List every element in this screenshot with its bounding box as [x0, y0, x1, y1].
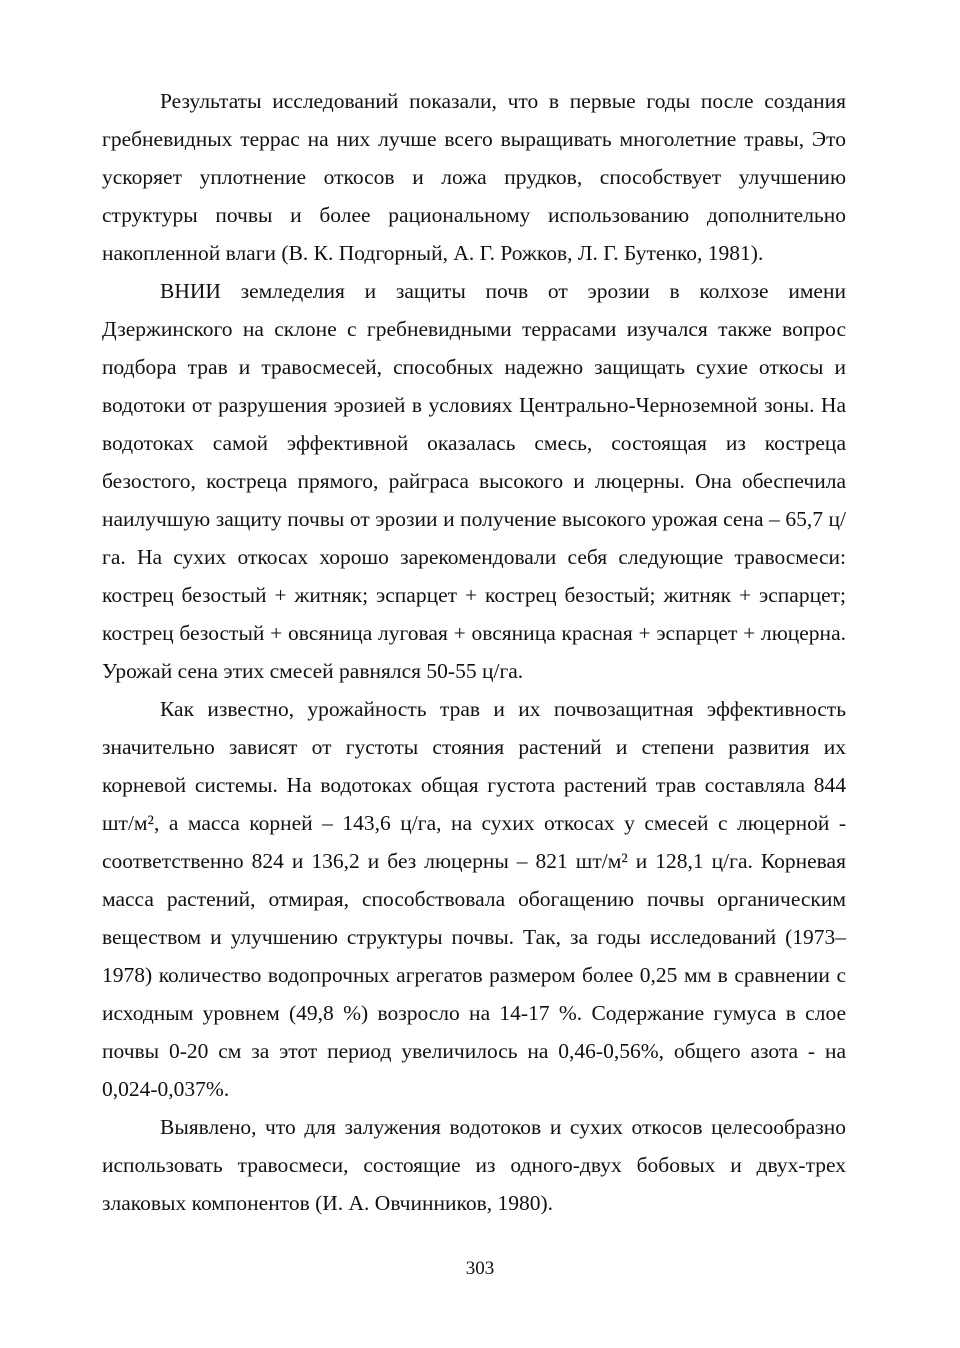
- body-text: [102, 82, 846, 1222]
- paragraph-1: Результаты исследований показали, что в первые годы после создания гребневидных террас на них лучше всего выращивать многолетние травы, Это ускоряет уплотнение откосов и ложа прудков, способствует улучшению структуры почвы и более рациональному использованию дополнительно накопленной влаги (В. К. Подгорный, А. Г. Рожков, Л. Г. Бутенко, 1981).: [102, 89, 846, 265]
- paragraph-4: Выявлено, что для залужения водотоков и сухих откосов целесообразно использовать травосмеси, состоящие из одного-двух бобовых и двух-трех злаковых компонентов (И. А. Овчинников, 1980).: [102, 1115, 846, 1215]
- page-number: 303: [465, 1258, 495, 1279]
- paragraph-3: Как известно, урожайность трав и их почвозащитная эффективность значительно зависят от густоты стояния растений и степени развития их корневой системы. На водотоках общая густота растений трав составляла 844 шт/м², а масса корней – 143,6 ц/га, на сухих откосах у смесей с люцерной - соответственно 824 и 136,2 и без люцерны – 821 шт/м² и 128,1 ц/га. Корневая масса растений, отмирая, способствовала обогащению почвы органическим веществом и улучшению структуры почвы. Так, за годы исследований (1973–1978) количество водопрочных агрегатов размером более 0,25 мм в сравнении с исходным уровнем (49,8 %) возросло на 14-17 %. Содержание гумуса в слое почвы 0-20 см за этот период увеличилось на 0,46-0,56%, общего азота - на 0,024-0,037%.: [102, 697, 846, 1101]
- paragraph-2: ВНИИ земледелия и защиты почв от эрозии в колхозе имени Дзержинского на склоне с гребневидными террасами изучался также вопрос подбора трав и травосмесей, способных надежно защищать сухие откосы и водотоки от разрушения эрозией в условиях Центрально-Черноземной зоны. На водотоках самой эффективной оказалась смесь, состоящая из костреца безостого, костреца прямого, райграса высокого и люцерны. Она обеспечила наилучшую защиту почвы от эрозии и получение высокого урожая сена – 65,7 ц/га. На сухих откосах хорошо зарекомендовали себя следующие травосмеси: кострец безостый + житняк; эспарцет + кострец безостый; житняк + эспарцет; кострец безостый + овсяница луговая + овсяница красная + эспарцет + люцерна. Урожай сена этих смесей равнялся 50-55 ц/га.: [102, 279, 846, 683]
